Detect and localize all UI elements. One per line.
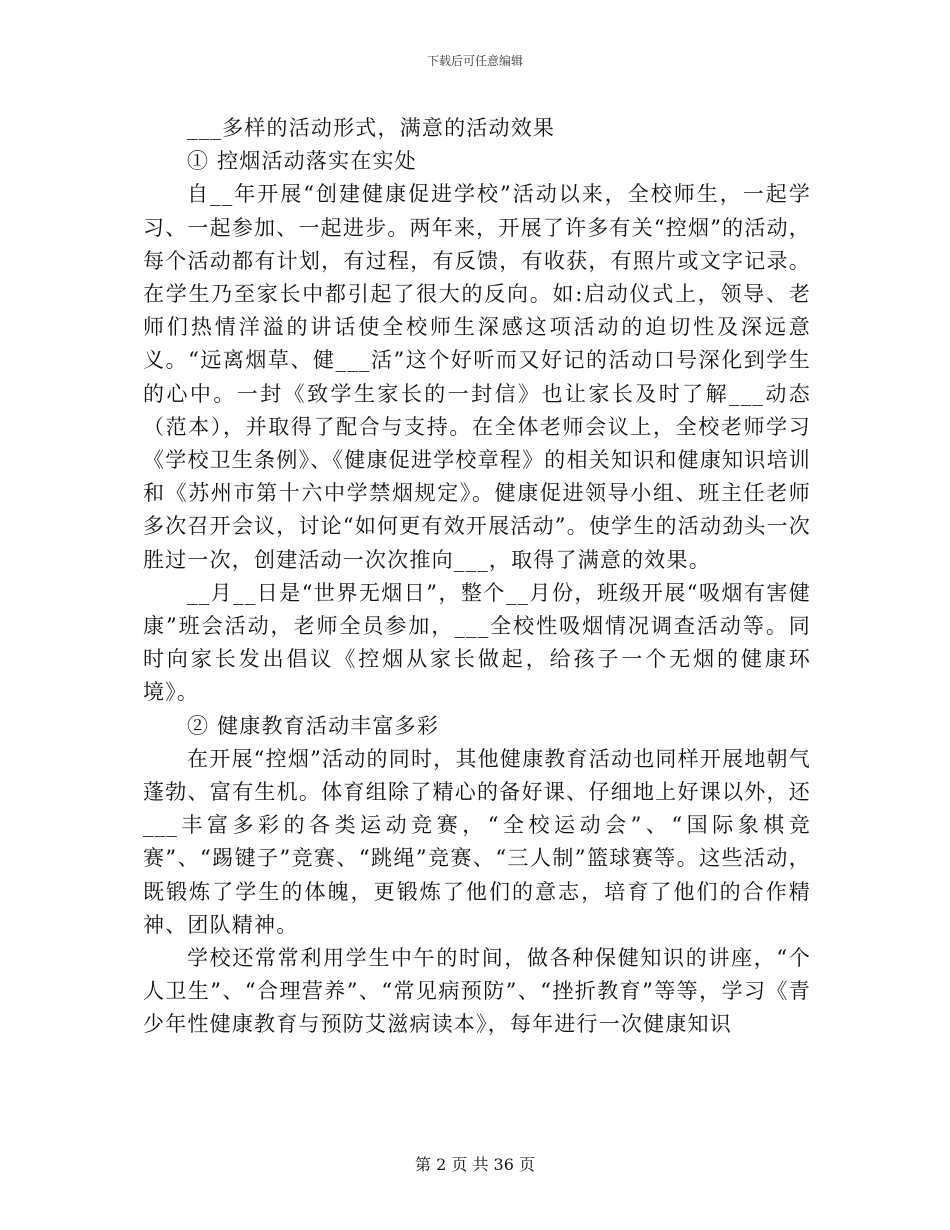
body-paragraph: __月__日是“世界无烟日”，整个__月份，班级开展“吸烟有害健康”班会活动，老师全员参加，___全校性吸烟情况调查活动等。同时向家长发出倡议《控烟从家长做起，给孩子一个无烟的健康环境》。	[143, 580, 811, 705]
subsection-heading: ② 健康教育活动丰富多彩	[187, 713, 440, 738]
document-body	[143, 112, 811, 1042]
subsection-heading: ① 控烟活动落实在实处	[187, 149, 417, 174]
page-footer: 第 2 页 共 36 页	[415, 1155, 535, 1174]
body-paragraph: 学校还常常利用学生中午的时间，做各种保健知识的讲座，“个人卫生”、“合理营养”、“常见病预防”、“挫折教育”等等，学习《青少年性健康教育与预防艾滋病读本》，每年进行一次健康知识	[143, 946, 811, 1037]
body-paragraph: 自__年开展“创建健康促进学校”活动以来，全校师生，一起学习、一起参加、一起进步。两年来，开展了许多有关“控烟”的活动，每个活动都有计划，有过程，有反馈，有收获，有照片或文字记录。在学生乃至家长中都引起了很大的反向。如:启动仪式上，领导、老师们热情洋溢的讲话使全校师生深感这项活动的迫切性及深远意义。“远离烟草、健___活”这个好听而又好记的活动口号深化到学生的心中。一封《致学生家长的一封信》也让家长及时了解___动态（范本），并取得了配合与支持。在全体老师会议上，全校老师学习《学校卫生条例》、《健康促进学校章程》的相关知识和健康知识培训和《苏州市第十六中学禁烟规定》。健康促进领导小组、班主任老师多次召开会议，讨论“如何更有效开展活动”。使学生的活动劲头一次胜过一次，创建活动一次次推向___，取得了满意的效果。	[143, 182, 811, 572]
section-heading: ___多样的活动形式，满意的活动效果	[187, 116, 556, 140]
page-header: 下载后可任意编辑	[426, 54, 523, 68]
body-paragraph: 在开展“控烟”活动的同时，其他健康教育活动也同样开展地朝气蓬勃、富有生机。体育组除了精心的备好课、仔细地上好课以外，还___丰富多彩的各类运动竞赛，“全校运动会”、“国际象棋竞赛”、“踢键子”竞赛、“跳绳”竞赛、“三人制”篮球赛等。这些活动，既锻炼了学生的体魄，更锻炼了他们的意志，培育了他们的合作精神、团队精神。	[143, 746, 811, 937]
